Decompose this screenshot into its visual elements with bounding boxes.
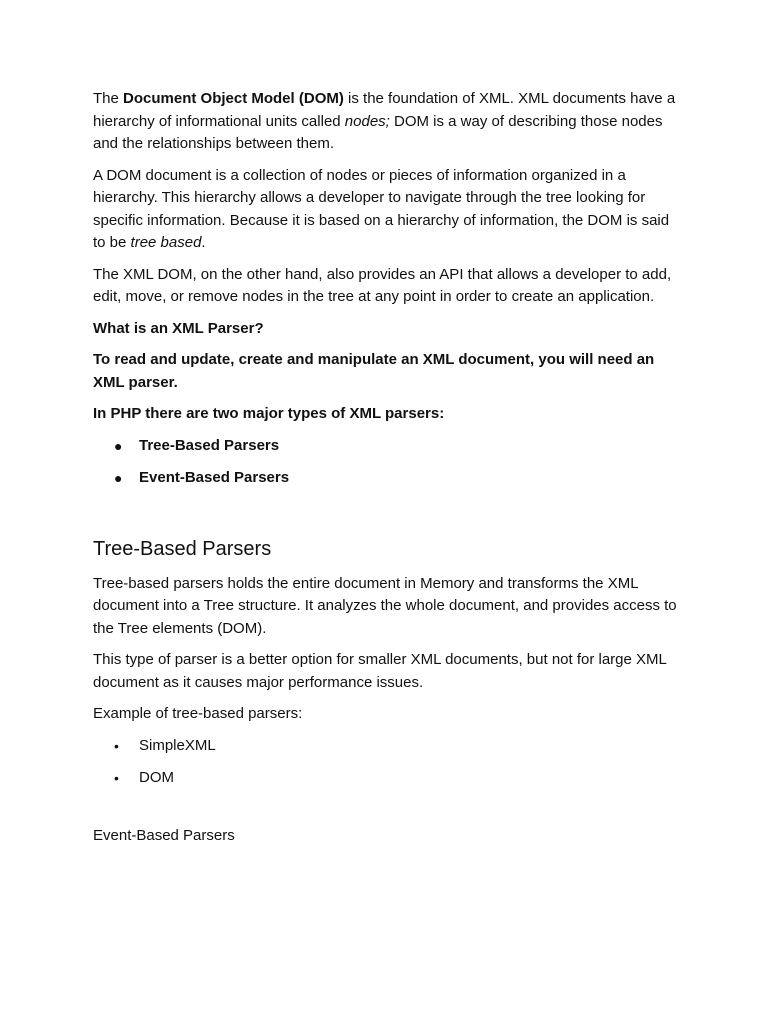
bullet-icon: ● (114, 437, 123, 454)
intro-p2-end: . (201, 234, 206, 251)
list-item (93, 435, 683, 467)
intro-paragraph-1 (93, 88, 683, 156)
list-item-label: DOM (139, 768, 174, 786)
parser-question: What is an XML Parser? (93, 319, 264, 337)
intro-p1-prefix: The (93, 90, 124, 107)
parser-types-list (93, 435, 683, 499)
event-parsers-heading: Event-Based Parsers (93, 826, 235, 844)
bullet-icon: • (114, 769, 119, 786)
document-page (93, 88, 683, 856)
tree-based-term: tree based (130, 234, 202, 251)
nodes-term: nodes; (344, 112, 390, 130)
tree-examples-intro: Example of tree-based parsers: (93, 705, 303, 722)
intro-paragraph-2 (93, 165, 683, 255)
bullet-icon: ● (114, 469, 123, 486)
list-item-label: Event-Based Parsers (139, 468, 290, 486)
intro-p2-text: A DOM document is a collection of nodes or pieces of information organized in a hierarchy. This hierarchy allows a developer to navigate through the tree looking for specific information. Because it is based on a hierarchy of information, the DOM is said to be (93, 166, 670, 251)
intro-p1-mid: is the foundation of XML. XML documents have a hierarchy of informational units called (93, 90, 676, 130)
tree-paragraph-1: Tree-based parsers holds the entire document in Memory and transforms the XML document into a Tree structure. It analyzes the whole document, and provides access to the Tree elements (DOM). (93, 574, 677, 637)
bullet-icon: • (114, 737, 119, 754)
tree-paragraph-2: This type of parser is a better option for smaller XML documents, but not for large XML document as it causes major performance issues. (93, 651, 667, 691)
parser-types-intro: In PHP there are two major types of XML parsers: (93, 405, 445, 422)
intro-p1-suffix: DOM is a way of describing those nodes and the relationships between them. (93, 112, 663, 152)
dom-term: Document Object Model (DOM) (123, 90, 344, 107)
intro-paragraph-3: The XML DOM, on the other hand, also provides an API that allows a developer to add, edit, move, or remove nodes in the tree at any point in order to create an application. (93, 265, 672, 305)
list-item (93, 467, 683, 499)
list-item-label: Tree-Based Parsers (139, 436, 280, 454)
tree-parsers-heading: Tree-Based Parsers (93, 537, 272, 560)
parser-answer: To read and update, create and manipulate an XML document, you will need an XML parser. (93, 351, 655, 391)
tree-examples-list (93, 735, 683, 799)
list-item (93, 735, 683, 767)
list-item-label: SimpleXML (139, 736, 216, 754)
list-item (93, 767, 683, 799)
